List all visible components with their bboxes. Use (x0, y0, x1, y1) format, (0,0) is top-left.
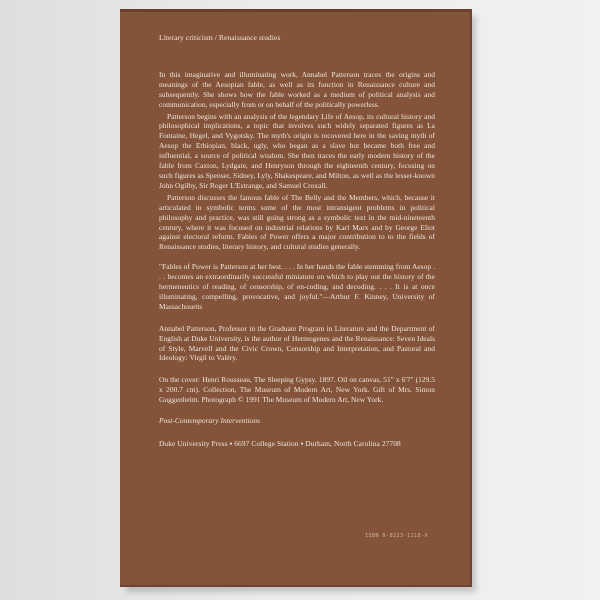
cover-text-column (159, 33, 435, 449)
isbn-text: ISBN 0-8223-1118-X (365, 533, 429, 539)
publisher-address: Duke University Press ▪ 6697 College Station ▪ Durham, North Carolina 27708 (159, 439, 401, 448)
book-back-cover (120, 9, 472, 587)
series-name: Post-Contemporary Interventions (159, 416, 261, 426)
description-paragraph-3: Patterson discusses the famous fable of The Belly and the Members, which, because it articulated in symbolic terms some of the most intransigent problems in political philosophy and practice, was still going strong as a symbolic text in the mid-nineteenth century, where it was focused on industrial relations by Karl Marx and by George Eliot against electoral reform. Fables of Power offers a major contribution to to the fields of Renaissance studies, literary history, and cultural studies generally. (159, 192, 435, 252)
review-quote: "Fables of Power is Patterson at her best. . . . In her hands the fable stemming from Aesop . . . becomes an extraordinarily successful miniature on which to play out the history of the hermeneutics of reading, of censorship, of en-coding, and decoding. . . . It is at once illuminating, compelling, provocative, and joyful."—Arthur F. Kinney, University of Massachusetts (159, 262, 435, 311)
category-label: Literary criticism / Renaissance studies (159, 33, 281, 42)
cover-art-credit: On the cover: Henri Rousseau, The Sleeping Gypsy. 1897. Oil on canvas, 51" x 6'7" (129.5 x 200.7 cm). Collection, The Museum of Modern Art, New York. Gift of Mrs. Simon Guggenheim. Photograph © 1991 The Museum of Modern Art, New York. (159, 375, 435, 405)
description-paragraph-1: In this imaginative and illuminating work, Annabel Patterson traces the origins and meanings of the Aesopian fable, as well as its function in Renaissance culture and subsequently. She shows how the fable worked as a medium of political analysis and communication, especially from or on behalf of the politically powerless. (159, 69, 435, 109)
description-paragraph-2: Patterson begins with an analysis of the legendary Life of Aesop, its cultural history and philosophical implications, a topic that involves such widely separated figures as La Fontaine, Hegel, and Vygotsky. The myth's origin is recovered here in the saving myth of Aesop the Ethiopian, black, ugly, who began as a slave but became both free and influential, a source of political wisdom. She then traces the early modern history of the fable from Caxton, Lydgate, and Henryson through the eighteenth century, focusing on such figures as Spenser, Sidney, Lyly, Shakespeare, and Milton, as well as the lesser-known John Ogilby, Sir Roger L'Estrange, and Samuel Croxall. (159, 111, 435, 190)
about-author: Annabel Patterson, Professor in the Graduate Program in Literature and the Department of English at Duke University, is the author of Hermogenes and the Renaissance: Seven Ideals of Style, Marvell and the Civic Crown, Censorship and Interpretation, and Pastoral and Ideology: Virgil to Valéry. (159, 323, 435, 363)
cover-top-edge (120, 9, 470, 12)
